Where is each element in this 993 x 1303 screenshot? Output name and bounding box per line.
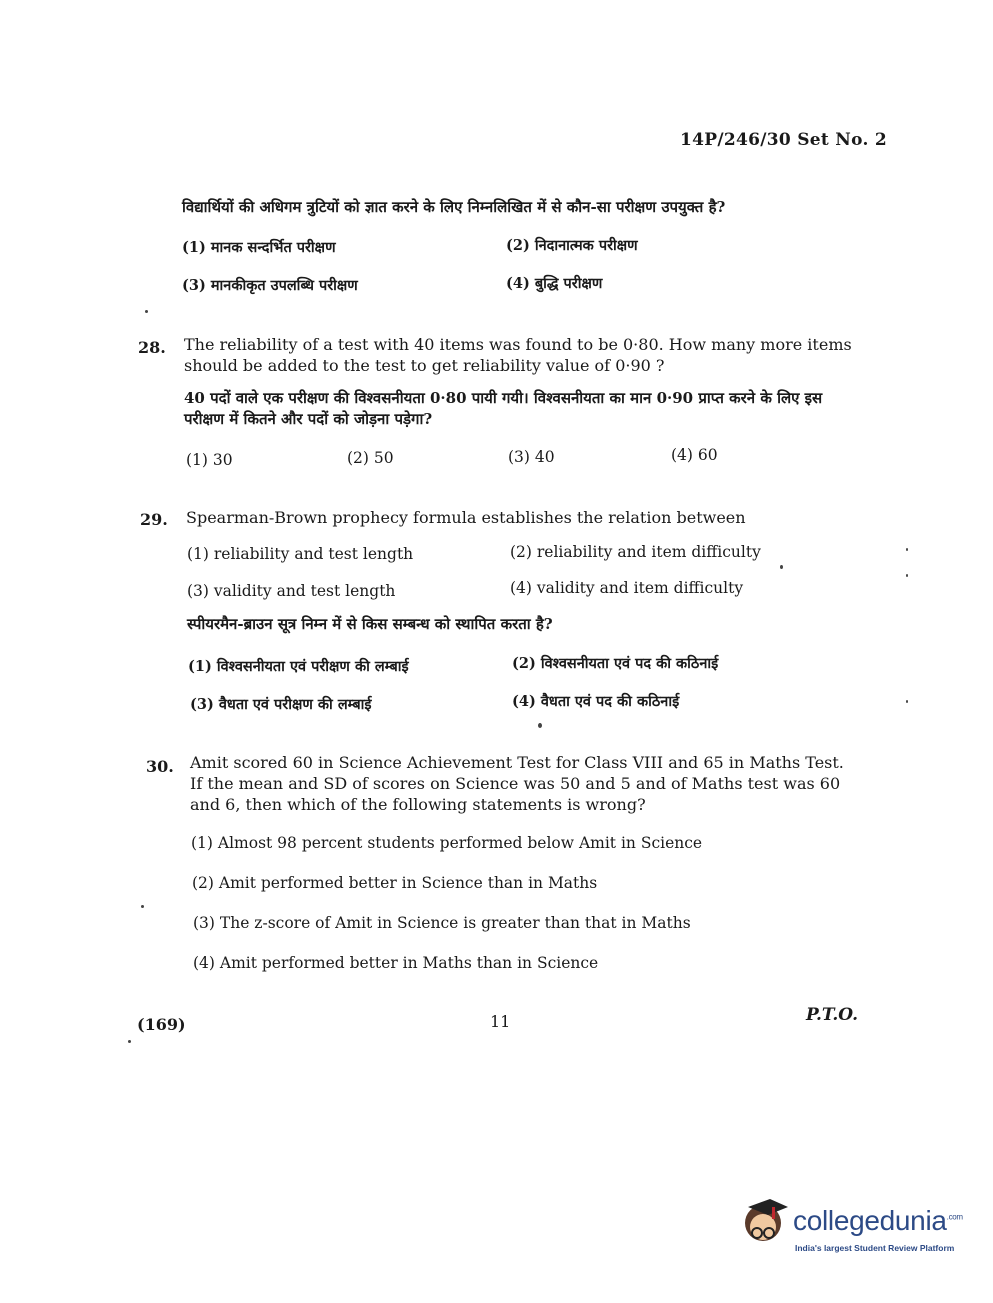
q27-option-3: (3) मानकीकृत उपलब्धि परीक्षण bbox=[182, 277, 358, 294]
q27-hindi-text: विद्यार्थियों की अधिगम त्रुटियों को ज्ञात करने के लिए निम्नलिखित में से कौन-सा परीक्षण उपयुक्त है? bbox=[182, 198, 726, 216]
scan-speck bbox=[906, 700, 908, 703]
q29-hindi-option-2: (2) विश्वसनीयता एवं पद की कठिनाई bbox=[512, 655, 719, 672]
q30-number: 30. bbox=[146, 757, 174, 776]
q28-english-text: The reliability of a test with 40 items was found to be 0·80. How many more items should be added to the test to get reliability value of 0·90 ? bbox=[184, 335, 852, 375]
q29-hindi-option-4: (4) वैधता एवं पद की कठिनाई bbox=[512, 693, 680, 710]
scan-speck bbox=[538, 723, 542, 728]
q27-option-1: (1) मानक सन्दर्भित परीक्षण bbox=[182, 239, 336, 256]
q30-english-text: Amit scored 60 in Science Achievement Test for Class VIII and 65 in Maths Test. If the mean and SD of scores on Science was 50 and 5 and of Maths test was 60 and 6, then which of the following statements is wrong? bbox=[190, 753, 844, 814]
page-number: 11 bbox=[490, 1012, 511, 1031]
q29-hindi-option-1: (1) विश्वसनीयता एवं परीक्षण की लम्बाई bbox=[188, 658, 409, 675]
brand-tagline: India's largest Student Review Platform bbox=[795, 1243, 955, 1253]
q30-option-4: (4) Amit performed better in Maths than in Science bbox=[193, 954, 599, 972]
q29-hindi-text: स्पीयरमैन-ब्राउन सूत्र निम्न में से किस सम्बन्ध को स्थापित करता है? bbox=[187, 615, 553, 633]
brand-name bbox=[793, 1205, 963, 1237]
q30-option-3: (3) The z-score of Amit in Science is greater than that in Maths bbox=[193, 914, 691, 932]
q28-option-3: (3) 40 bbox=[508, 448, 555, 466]
scan-speck bbox=[906, 548, 908, 551]
q28-number: 28. bbox=[138, 338, 166, 357]
pto-label: P.T.O. bbox=[806, 1005, 858, 1025]
q29-number: 29. bbox=[140, 510, 168, 529]
scan-speck bbox=[145, 310, 148, 313]
scan-speck bbox=[128, 1040, 131, 1043]
q27-option-4: (4) बुद्धि परीक्षण bbox=[506, 275, 603, 292]
q29-hindi-option-3: (3) वैधता एवं परीक्षण की लम्बाई bbox=[190, 696, 372, 713]
q29-option-1: (1) reliability and test length bbox=[187, 545, 414, 563]
scan-speck bbox=[141, 905, 144, 908]
q29-option-3: (3) validity and test length bbox=[187, 582, 396, 600]
q29-option-2: (2) reliability and item difficulty bbox=[510, 543, 761, 561]
q28-option-2: (2) 50 bbox=[347, 449, 394, 467]
scan-speck bbox=[906, 574, 908, 577]
q27-option-2: (2) निदानात्मक परीक्षण bbox=[506, 237, 638, 254]
brand-com: .com bbox=[946, 1212, 963, 1222]
footer-booklet-code: (169) bbox=[137, 1015, 186, 1034]
scan-speck bbox=[780, 565, 783, 569]
brand-label: collegedunia bbox=[793, 1205, 947, 1236]
q28-option-1: (1) 30 bbox=[186, 451, 233, 469]
q30-option-2: (2) Amit performed better in Science than in Maths bbox=[192, 874, 598, 892]
q28-hindi-text: 40 पदों वाले एक परीक्षण की विश्वसनीयता 0·80 पायी गयी। विश्वसनीयता का मान 0·90 प्राप्त करने के लिए इस परीक्षण में कितने और पदों को जोड़ना पड़ेगा? bbox=[184, 389, 823, 428]
q28-option-4: (4) 60 bbox=[671, 446, 718, 464]
set-code: 14P/246/30 Set No. 2 bbox=[680, 130, 888, 150]
q29-english-text: Spearman-Brown prophecy formula establishes the relation between bbox=[186, 508, 746, 527]
q30-option-1: (1) Almost 98 percent students performed below Amit in Science bbox=[191, 834, 703, 852]
q29-option-4: (4) validity and item difficulty bbox=[510, 579, 744, 597]
